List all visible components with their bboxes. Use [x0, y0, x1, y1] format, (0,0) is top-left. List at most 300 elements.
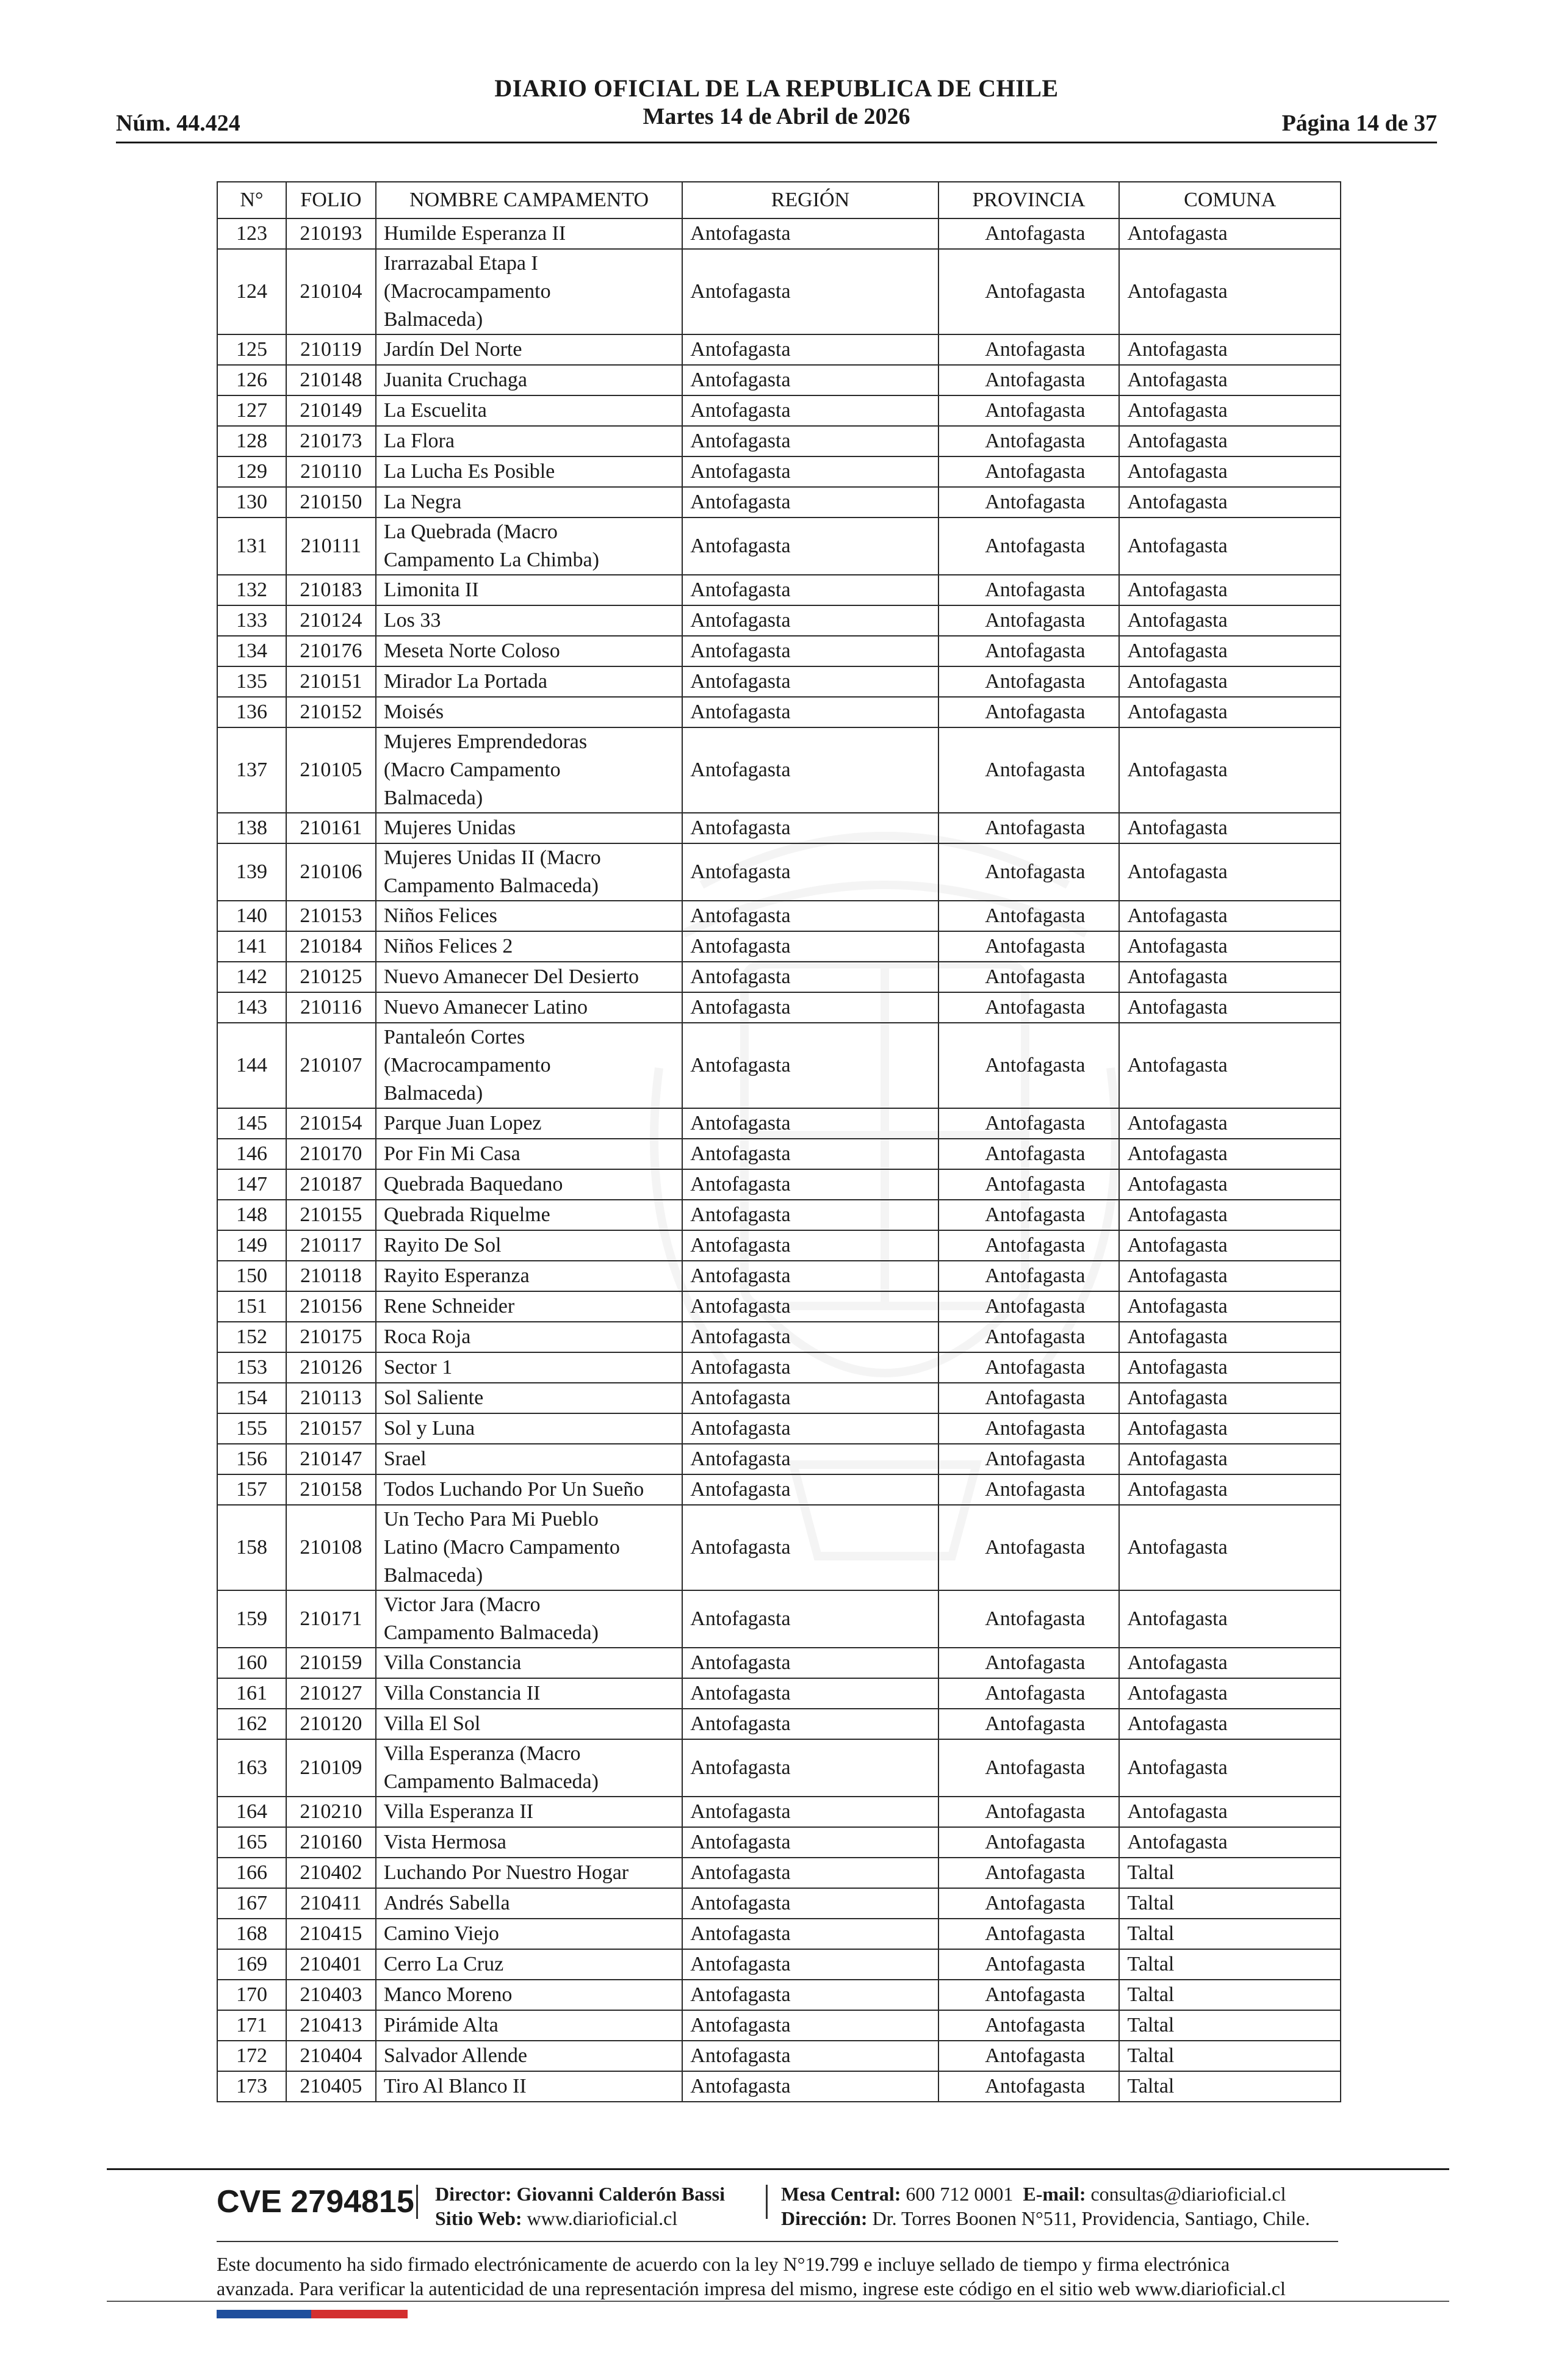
- cell-comuna: Antofagasta: [1119, 1200, 1341, 1230]
- cell-region: Antofagasta: [682, 697, 938, 727]
- table-row: [217, 1648, 1341, 1678]
- nombre-line: Campamento Balmaceda): [383, 1621, 599, 1644]
- cell-comuna: Antofagasta: [1119, 1648, 1341, 1678]
- cell-comuna: Antofagasta: [1119, 1413, 1341, 1444]
- cell-provincia: Antofagasta: [938, 1858, 1120, 1888]
- cell-folio: 210171: [286, 1590, 376, 1648]
- cell-region: Antofagasta: [682, 334, 938, 365]
- nombre-line: Sol y Luna: [383, 1417, 475, 1440]
- cell-comuna: Antofagasta: [1119, 1474, 1341, 1505]
- cell-numero: 158: [217, 1505, 286, 1590]
- cell-nombre: [376, 249, 682, 334]
- cell-provincia: Antofagasta: [938, 1739, 1120, 1797]
- table-row: [217, 962, 1341, 992]
- cell-region: Antofagasta: [682, 992, 938, 1023]
- gazette-title: DIARIO OFICIAL DE LA REPUBLICA DE CHILE: [494, 74, 1059, 102]
- cell-numero: 140: [217, 901, 286, 931]
- cell-nombre: [376, 1980, 682, 2010]
- nombre-line: Camino Viejo: [383, 1922, 499, 1945]
- cell-comuna: Antofagasta: [1119, 517, 1341, 575]
- cell-numero: 147: [217, 1169, 286, 1200]
- cell-nombre: [376, 2041, 682, 2071]
- cell-region: Antofagasta: [682, 487, 938, 517]
- table-row: [217, 843, 1341, 901]
- cell-folio: 210152: [286, 697, 376, 727]
- cell-numero: 164: [217, 1797, 286, 1827]
- cell-nombre: [376, 1200, 682, 1230]
- cell-nombre: [376, 2010, 682, 2041]
- nombre-line: La Escuelita: [383, 399, 487, 422]
- cell-comuna: Antofagasta: [1119, 1169, 1341, 1200]
- cell-comuna: Antofagasta: [1119, 727, 1341, 813]
- address-label: Dirección:: [781, 2207, 868, 2229]
- cell-region: Antofagasta: [682, 395, 938, 426]
- cell-provincia: Antofagasta: [938, 2071, 1120, 2102]
- cell-region: Antofagasta: [682, 1590, 938, 1648]
- nombre-line: Cerro La Cruz: [383, 1953, 504, 1975]
- cell-folio: 210105: [286, 727, 376, 813]
- cell-comuna: Taltal: [1119, 1858, 1341, 1888]
- cell-comuna: Antofagasta: [1119, 605, 1341, 636]
- cell-folio: 210157: [286, 1413, 376, 1444]
- nombre-line: La Lucha Es Posible: [383, 460, 555, 483]
- nombre-line: Moisés: [383, 701, 444, 723]
- cell-numero: 156: [217, 1444, 286, 1474]
- cell-comuna: Antofagasta: [1119, 395, 1341, 426]
- header-divider: [116, 142, 1437, 143]
- director-name: Giovanni Calderón Bassi: [516, 2183, 725, 2205]
- cell-numero: 127: [217, 395, 286, 426]
- cell-nombre: [376, 813, 682, 843]
- nombre-line: Niños Felices: [383, 904, 497, 927]
- cell-folio: 210415: [286, 1919, 376, 1949]
- cell-region: Antofagasta: [682, 1678, 938, 1709]
- cell-folio: 210405: [286, 2071, 376, 2102]
- nombre-line: Un Techo Para Mi Pueblo: [383, 1508, 599, 1531]
- cell-nombre: [376, 1709, 682, 1739]
- table-row: [217, 1322, 1341, 1352]
- cell-region: Antofagasta: [682, 636, 938, 666]
- nombre-line: Limonita II: [383, 579, 479, 601]
- cell-comuna: Antofagasta: [1119, 1261, 1341, 1291]
- cell-numero: 134: [217, 636, 286, 666]
- cell-numero: 160: [217, 1648, 286, 1678]
- nombre-line: Mujeres Unidas II (Macro: [383, 846, 601, 869]
- cell-numero: 151: [217, 1291, 286, 1322]
- nombre-line: Mirador La Portada: [383, 670, 547, 693]
- legal-line-2: avanzada. Para verificar la autenticidad de una representación impresa del mismo, ingrese este código en el sitio web www.diarioficial.cl: [217, 2277, 1286, 2299]
- nombre-line: Tiro Al Blanco II: [383, 2075, 527, 2097]
- cell-region: Antofagasta: [682, 1139, 938, 1169]
- cell-numero: 142: [217, 962, 286, 992]
- cell-region: Antofagasta: [682, 1888, 938, 1919]
- cell-region: Antofagasta: [682, 1648, 938, 1678]
- cell-folio: 210118: [286, 1261, 376, 1291]
- cell-comuna: Antofagasta: [1119, 426, 1341, 456]
- nombre-line: Nuevo Amanecer Del Desierto: [383, 965, 639, 988]
- nombre-line: Victor Jara (Macro: [383, 1593, 541, 1616]
- email-link[interactable]: consultas@diarioficial.cl: [1090, 2183, 1286, 2205]
- cell-folio: 210401: [286, 1949, 376, 1980]
- table-row: [217, 1474, 1341, 1505]
- cell-region: Antofagasta: [682, 2041, 938, 2071]
- table-row: [217, 992, 1341, 1023]
- table-row: [217, 901, 1341, 931]
- cell-comuna: Antofagasta: [1119, 666, 1341, 697]
- cell-numero: 155: [217, 1413, 286, 1444]
- cell-numero: 133: [217, 605, 286, 636]
- cell-numero: 141: [217, 931, 286, 962]
- cell-provincia: Antofagasta: [938, 1505, 1120, 1590]
- campamentos-table: [217, 181, 1341, 2102]
- cell-provincia: Antofagasta: [938, 1261, 1120, 1291]
- table-row: [217, 1505, 1341, 1590]
- cell-folio: 210156: [286, 1291, 376, 1322]
- cell-folio: 210127: [286, 1678, 376, 1709]
- nombre-line: Todos Luchando Por Un Sueño: [383, 1478, 644, 1501]
- cell-comuna: Antofagasta: [1119, 901, 1341, 931]
- cell-provincia: Antofagasta: [938, 1023, 1120, 1108]
- site-link[interactable]: www.diarioficial.cl: [527, 2207, 678, 2229]
- cell-comuna: Antofagasta: [1119, 1709, 1341, 1739]
- table-row: [217, 1169, 1341, 1200]
- site-label: Sitio Web:: [435, 2207, 522, 2229]
- cell-folio: 210111: [286, 517, 376, 575]
- cell-region: Antofagasta: [682, 2071, 938, 2102]
- cell-comuna: Antofagasta: [1119, 1797, 1341, 1827]
- table-row: [217, 487, 1341, 517]
- cell-folio: 210110: [286, 456, 376, 487]
- cell-folio: 210108: [286, 1505, 376, 1590]
- cell-nombre: [376, 218, 682, 249]
- cell-region: Antofagasta: [682, 365, 938, 395]
- table-row: [217, 1678, 1341, 1709]
- cell-nombre: [376, 1648, 682, 1678]
- cell-numero: 125: [217, 334, 286, 365]
- cell-nombre: [376, 666, 682, 697]
- table-row: [217, 2071, 1341, 2102]
- cell-numero: 138: [217, 813, 286, 843]
- table-row: [217, 1023, 1341, 1108]
- table-row: [217, 1827, 1341, 1858]
- table-row: [217, 813, 1341, 843]
- cell-numero: 124: [217, 249, 286, 334]
- table-row: [217, 1739, 1341, 1797]
- nombre-line: Balmaceda): [383, 1564, 483, 1587]
- cell-comuna: Antofagasta: [1119, 365, 1341, 395]
- cell-numero: 167: [217, 1888, 286, 1919]
- nombre-line: Villa Constancia: [383, 1651, 522, 1674]
- nombre-line: Parque Juan Lopez: [383, 1112, 542, 1134]
- table-row: [217, 1858, 1341, 1888]
- cell-region: Antofagasta: [682, 456, 938, 487]
- table-row: [217, 2010, 1341, 2041]
- nombre-line: Campamento La Chimba): [383, 549, 599, 571]
- cell-nombre: [376, 395, 682, 426]
- table-row: [217, 575, 1341, 605]
- col-header-region: REGIÓN: [682, 182, 938, 218]
- cell-nombre: [376, 1291, 682, 1322]
- cell-comuna: Antofagasta: [1119, 813, 1341, 843]
- cell-numero: 154: [217, 1383, 286, 1413]
- cell-region: Antofagasta: [682, 1827, 938, 1858]
- nombre-line: Niños Felices 2: [383, 935, 513, 957]
- nombre-line: Andrés Sabella: [383, 1892, 510, 1914]
- nombre-line: Salvador Allende: [383, 2044, 527, 2067]
- cell-provincia: Antofagasta: [938, 395, 1120, 426]
- cell-provincia: Antofagasta: [938, 1444, 1120, 1474]
- cell-comuna: Taltal: [1119, 1949, 1341, 1980]
- nombre-line: Balmaceda): [383, 1082, 483, 1105]
- cell-numero: 131: [217, 517, 286, 575]
- table-row: [217, 456, 1341, 487]
- cell-provincia: Antofagasta: [938, 901, 1120, 931]
- cell-numero: 166: [217, 1858, 286, 1888]
- table-row: [217, 395, 1341, 426]
- cell-nombre: [376, 1949, 682, 1980]
- flag-stripe-red: [311, 2310, 408, 2318]
- cell-nombre: [376, 1739, 682, 1797]
- cell-region: Antofagasta: [682, 426, 938, 456]
- cell-provincia: Antofagasta: [938, 697, 1120, 727]
- cell-numero: 149: [217, 1230, 286, 1261]
- footer-separator: [766, 2185, 768, 2219]
- cell-nombre: [376, 1413, 682, 1444]
- cell-provincia: Antofagasta: [938, 931, 1120, 962]
- cell-comuna: Antofagasta: [1119, 1590, 1341, 1648]
- cell-region: Antofagasta: [682, 1474, 938, 1505]
- cell-comuna: Taltal: [1119, 1980, 1341, 2010]
- cell-folio: 210117: [286, 1230, 376, 1261]
- cell-numero: 145: [217, 1108, 286, 1139]
- cell-region: Antofagasta: [682, 1709, 938, 1739]
- cell-nombre: [376, 1261, 682, 1291]
- gazette-masthead: [116, 74, 1437, 131]
- footer-director-block: [435, 2182, 725, 2230]
- cell-folio: 210153: [286, 901, 376, 931]
- cell-provincia: Antofagasta: [938, 1827, 1120, 1858]
- cell-nombre: [376, 334, 682, 365]
- cell-comuna: Antofagasta: [1119, 456, 1341, 487]
- director-label: Director:: [435, 2183, 512, 2205]
- table-row: [217, 1230, 1341, 1261]
- cell-numero: 128: [217, 426, 286, 456]
- cell-provincia: Antofagasta: [938, 962, 1120, 992]
- nombre-line: Sol Saliente: [383, 1387, 484, 1409]
- cell-region: Antofagasta: [682, 1291, 938, 1322]
- cell-folio: 210116: [286, 992, 376, 1023]
- cell-comuna: Antofagasta: [1119, 697, 1341, 727]
- nombre-line: Srael: [383, 1448, 427, 1470]
- cell-provincia: Antofagasta: [938, 1383, 1120, 1413]
- table-row: [217, 1444, 1341, 1474]
- cell-comuna: Antofagasta: [1119, 1023, 1341, 1108]
- cell-provincia: Antofagasta: [938, 1230, 1120, 1261]
- nombre-line: Rayito Esperanza: [383, 1264, 530, 1287]
- table-row: [217, 1291, 1341, 1322]
- cell-provincia: Antofagasta: [938, 992, 1120, 1023]
- cell-provincia: Antofagasta: [938, 727, 1120, 813]
- cell-comuna: Antofagasta: [1119, 1108, 1341, 1139]
- table-row: [217, 1949, 1341, 1980]
- cell-nombre: [376, 1139, 682, 1169]
- cell-numero: 173: [217, 2071, 286, 2102]
- nombre-line: Por Fin Mi Casa: [383, 1142, 520, 1165]
- cell-nombre: [376, 1169, 682, 1200]
- table-row: [217, 605, 1341, 636]
- cell-provincia: Antofagasta: [938, 636, 1120, 666]
- cell-provincia: Antofagasta: [938, 605, 1120, 636]
- cell-numero: 132: [217, 575, 286, 605]
- cell-provincia: Antofagasta: [938, 487, 1120, 517]
- cell-nombre: [376, 1108, 682, 1139]
- cell-numero: 163: [217, 1739, 286, 1797]
- cell-nombre: [376, 1023, 682, 1108]
- cell-folio: 210106: [286, 843, 376, 901]
- cell-nombre: [376, 487, 682, 517]
- cell-numero: 171: [217, 2010, 286, 2041]
- cell-folio: 210109: [286, 1739, 376, 1797]
- cell-region: Antofagasta: [682, 517, 938, 575]
- cell-folio: 210184: [286, 931, 376, 962]
- nombre-line: La Negra: [383, 491, 462, 513]
- cell-region: Antofagasta: [682, 1797, 938, 1827]
- nombre-line: Rene Schneider: [383, 1295, 515, 1318]
- cell-nombre: [376, 992, 682, 1023]
- cell-numero: 150: [217, 1261, 286, 1291]
- cell-provincia: Antofagasta: [938, 218, 1120, 249]
- cell-numero: 148: [217, 1200, 286, 1230]
- cell-region: Antofagasta: [682, 666, 938, 697]
- cell-nombre: [376, 1678, 682, 1709]
- cell-provincia: Antofagasta: [938, 1648, 1120, 1678]
- table-row: [217, 1200, 1341, 1230]
- cell-folio: 210158: [286, 1474, 376, 1505]
- cell-provincia: Antofagasta: [938, 1413, 1120, 1444]
- cell-region: Antofagasta: [682, 1505, 938, 1590]
- page-number: Página 14 de 37: [1281, 110, 1437, 136]
- cell-nombre: [376, 1827, 682, 1858]
- cell-folio: 210160: [286, 1827, 376, 1858]
- cell-provincia: Antofagasta: [938, 2041, 1120, 2071]
- nombre-line: Latino (Macro Campamento: [383, 1536, 620, 1559]
- cell-comuna: Antofagasta: [1119, 1139, 1341, 1169]
- cell-comuna: Antofagasta: [1119, 962, 1341, 992]
- cell-nombre: [376, 1888, 682, 1919]
- cell-nombre: [376, 1858, 682, 1888]
- nombre-line: Sector 1: [383, 1356, 453, 1379]
- cell-folio: 210403: [286, 1980, 376, 2010]
- cell-comuna: Taltal: [1119, 2010, 1341, 2041]
- cell-numero: 153: [217, 1352, 286, 1383]
- nombre-line: La Quebrada (Macro: [383, 521, 558, 543]
- legal-notice: [217, 2252, 1345, 2301]
- nombre-line: Quebrada Riquelme: [383, 1203, 550, 1226]
- legal-line-1: Este documento ha sido firmado electrónicamente de acuerdo con la ley N°19.799 e incluye sellado de tiempo y firma electrónica: [217, 2253, 1230, 2275]
- address-value: Dr. Torres Boonen N°511, Providencia, Santiago, Chile.: [872, 2207, 1310, 2229]
- cell-nombre: [376, 931, 682, 962]
- cell-comuna: Antofagasta: [1119, 1444, 1341, 1474]
- cell-numero: 159: [217, 1590, 286, 1648]
- cell-nombre: [376, 901, 682, 931]
- footer-divider-top: [107, 2168, 1449, 2170]
- table-row: [217, 365, 1341, 395]
- cell-folio: 210151: [286, 666, 376, 697]
- cell-region: Antofagasta: [682, 901, 938, 931]
- cell-region: Antofagasta: [682, 218, 938, 249]
- flag-stripe-blue: [217, 2310, 311, 2318]
- nombre-line: Rayito De Sol: [383, 1234, 502, 1257]
- col-header-nombre: NOMBRE CAMPAMENTO: [376, 182, 682, 218]
- cell-folio: 210402: [286, 1858, 376, 1888]
- cell-nombre: [376, 727, 682, 813]
- footer-separator: [416, 2185, 418, 2219]
- cell-numero: 172: [217, 2041, 286, 2071]
- cell-comuna: Taltal: [1119, 1919, 1341, 1949]
- table-row: [217, 334, 1341, 365]
- cell-region: Antofagasta: [682, 2010, 938, 2041]
- nombre-line: (Macrocampamento: [383, 280, 551, 303]
- cell-comuna: Antofagasta: [1119, 1322, 1341, 1352]
- cell-numero: 137: [217, 727, 286, 813]
- nombre-line: Villa Esperanza II: [383, 1800, 534, 1823]
- cell-folio: 210193: [286, 218, 376, 249]
- cell-region: Antofagasta: [682, 813, 938, 843]
- table-row: [217, 931, 1341, 962]
- issue-number: Núm. 44.424: [116, 110, 240, 136]
- cell-nombre: [376, 697, 682, 727]
- cell-comuna: Antofagasta: [1119, 1739, 1341, 1797]
- col-header-provincia: PROVINCIA: [938, 182, 1120, 218]
- table-row: [217, 1139, 1341, 1169]
- table-row: [217, 1108, 1341, 1139]
- cell-numero: 143: [217, 992, 286, 1023]
- cell-folio: 210176: [286, 636, 376, 666]
- table-row: [217, 1980, 1341, 2010]
- cell-provincia: Antofagasta: [938, 1352, 1120, 1383]
- cell-numero: 152: [217, 1322, 286, 1352]
- cell-provincia: Antofagasta: [938, 1169, 1120, 1200]
- cell-provincia: Antofagasta: [938, 1709, 1120, 1739]
- cell-nombre: [376, 962, 682, 992]
- cell-provincia: Antofagasta: [938, 1322, 1120, 1352]
- cell-region: Antofagasta: [682, 1383, 938, 1413]
- nombre-line: Villa Constancia II: [383, 1682, 541, 1704]
- cell-region: Antofagasta: [682, 1169, 938, 1200]
- cell-region: Antofagasta: [682, 1444, 938, 1474]
- table-row: [217, 1590, 1341, 1648]
- nombre-line: Nuevo Amanecer Latino: [383, 996, 588, 1019]
- cell-provincia: Antofagasta: [938, 1590, 1120, 1648]
- cell-numero: 162: [217, 1709, 286, 1739]
- nombre-line: Campamento Balmaceda): [383, 874, 599, 897]
- table-row: [217, 1919, 1341, 1949]
- cell-region: Antofagasta: [682, 1858, 938, 1888]
- cell-nombre: [376, 1590, 682, 1648]
- cell-provincia: Antofagasta: [938, 1678, 1120, 1709]
- cell-numero: 135: [217, 666, 286, 697]
- table-row: [217, 218, 1341, 249]
- table-row: [217, 2041, 1341, 2071]
- cell-comuna: Antofagasta: [1119, 218, 1341, 249]
- cell-provincia: Antofagasta: [938, 1291, 1120, 1322]
- cell-numero: 157: [217, 1474, 286, 1505]
- cell-folio: 210170: [286, 1139, 376, 1169]
- cell-provincia: Antofagasta: [938, 249, 1120, 334]
- cell-nombre: [376, 1505, 682, 1590]
- cell-comuna: Antofagasta: [1119, 843, 1341, 901]
- cell-region: Antofagasta: [682, 1919, 938, 1949]
